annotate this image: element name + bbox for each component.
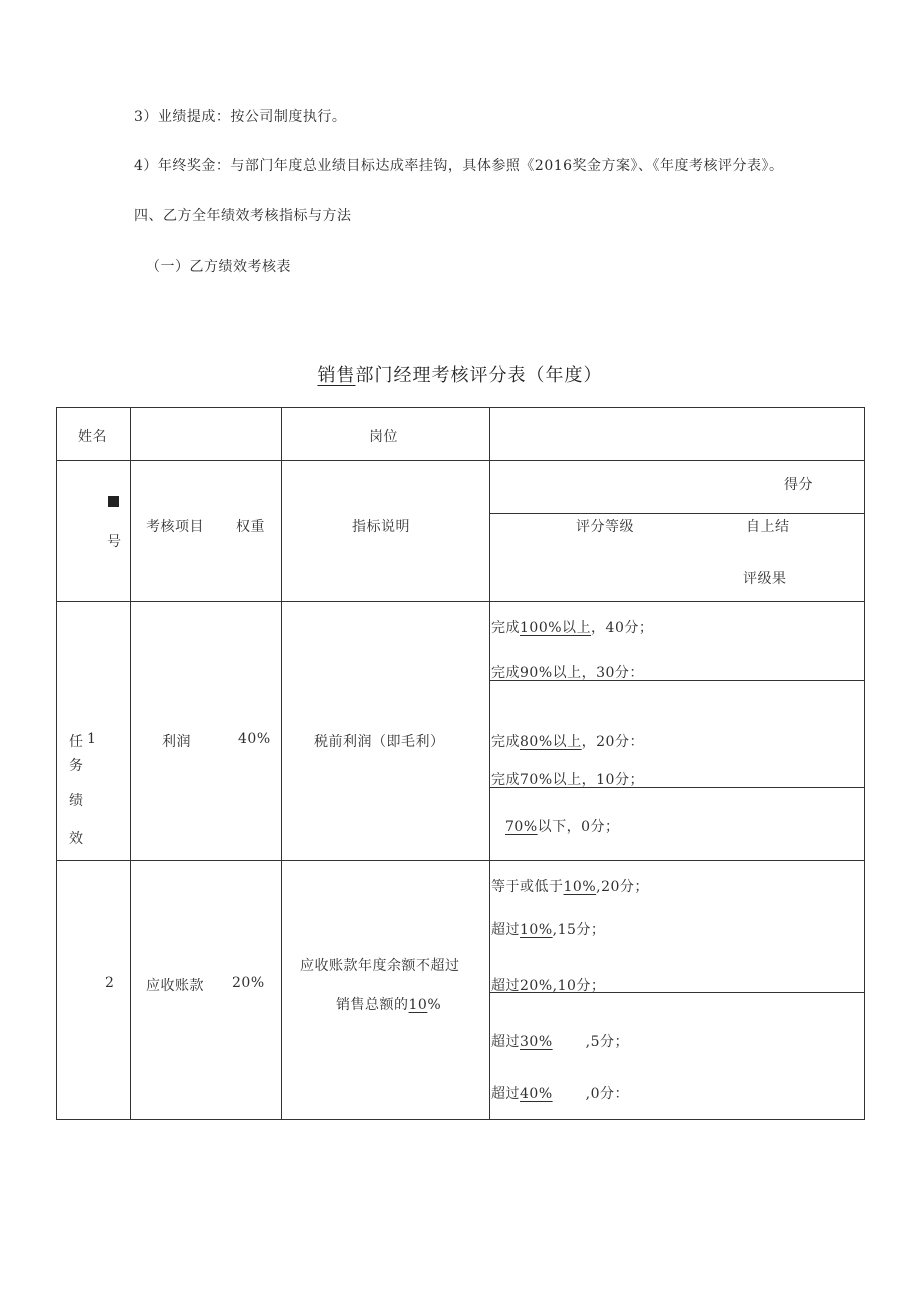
row-divider: [56, 860, 865, 861]
row-description: 应收账款年度余额不超过: [300, 958, 460, 974]
grade-label: 评分等级: [576, 519, 634, 535]
seq-label: 号: [107, 534, 122, 550]
category-char: 绩: [69, 793, 84, 809]
col-divider: [489, 407, 490, 1120]
row-weight: 20%: [232, 975, 265, 991]
grade-line: 超过20%,10分；: [491, 978, 606, 994]
category-char: 务: [69, 758, 84, 774]
row-seq: 2: [105, 975, 115, 991]
description-label: 指标说明: [352, 519, 410, 535]
table-border-right: [864, 407, 865, 1120]
col-divider: [281, 407, 282, 1120]
table-title-rest: 部门经理考核评分表（年度）: [355, 365, 603, 386]
table-title-underlined: 销售: [317, 365, 356, 386]
paragraph-year-end-bonus: 4）年终奖金：与部门年度总业绩目标达成率挂钩，具体参照《2016奖金方案》、《年度考核评分表》。: [134, 158, 784, 174]
grade-line: 完成70%以上，10分；: [491, 772, 644, 788]
section-heading-kpi: 四、乙方全年绩效考核指标与方法: [134, 208, 352, 224]
weight-label: 权重: [236, 519, 265, 535]
col-divider: [130, 407, 131, 1120]
item-label: 考核项目: [146, 519, 204, 535]
self-eval-label: 自上结: [746, 519, 790, 535]
grade-line: 超过30% ,5分；: [491, 1034, 629, 1050]
grade-line: 等于或低于10%,20分；: [491, 879, 649, 895]
seq-marker: [108, 495, 119, 511]
evaluation-table: [56, 407, 865, 1120]
table-border-left: [56, 407, 57, 1120]
category-char: 效: [69, 831, 84, 847]
subsection-heading-table: （一）乙方绩效考核表: [146, 259, 291, 275]
row-weight: 40%: [238, 731, 271, 747]
row-description-2: 销售总额的10%: [336, 997, 442, 1013]
row-item: 利润: [162, 734, 191, 750]
grade-line: 完成90%以上，30分：: [491, 665, 644, 681]
self-eval-label-2: 评级果: [743, 571, 787, 587]
grade-line: 完成80%以上，20分：: [491, 734, 644, 750]
table-border-bottom: [56, 1119, 865, 1120]
category-char: 任: [69, 734, 84, 750]
position-label: 岗位: [369, 429, 398, 445]
score-label: 得分: [784, 477, 813, 493]
row-item: 应收账款: [146, 978, 204, 994]
grade-line: 70%以下，0分；: [505, 819, 620, 835]
square-marker-icon: [108, 496, 119, 507]
paragraph-commission: 3）业绩提成：按公司制度执行。: [134, 109, 347, 125]
grade-line: 超过10%,15分；: [491, 922, 606, 938]
table-border-top: [56, 407, 865, 408]
name-label: 姓名: [78, 429, 107, 445]
row-description: 税前利润（即毛利）: [314, 734, 445, 750]
row-divider: [56, 601, 865, 602]
row-divider: [56, 460, 865, 461]
grade-line: 完成100%以上，40分；: [491, 620, 654, 636]
grade-line: 超过40% ,0分：: [491, 1086, 629, 1102]
table-title: [0, 361, 920, 387]
row-seq: 1: [87, 731, 97, 747]
score-divider: [489, 513, 865, 514]
